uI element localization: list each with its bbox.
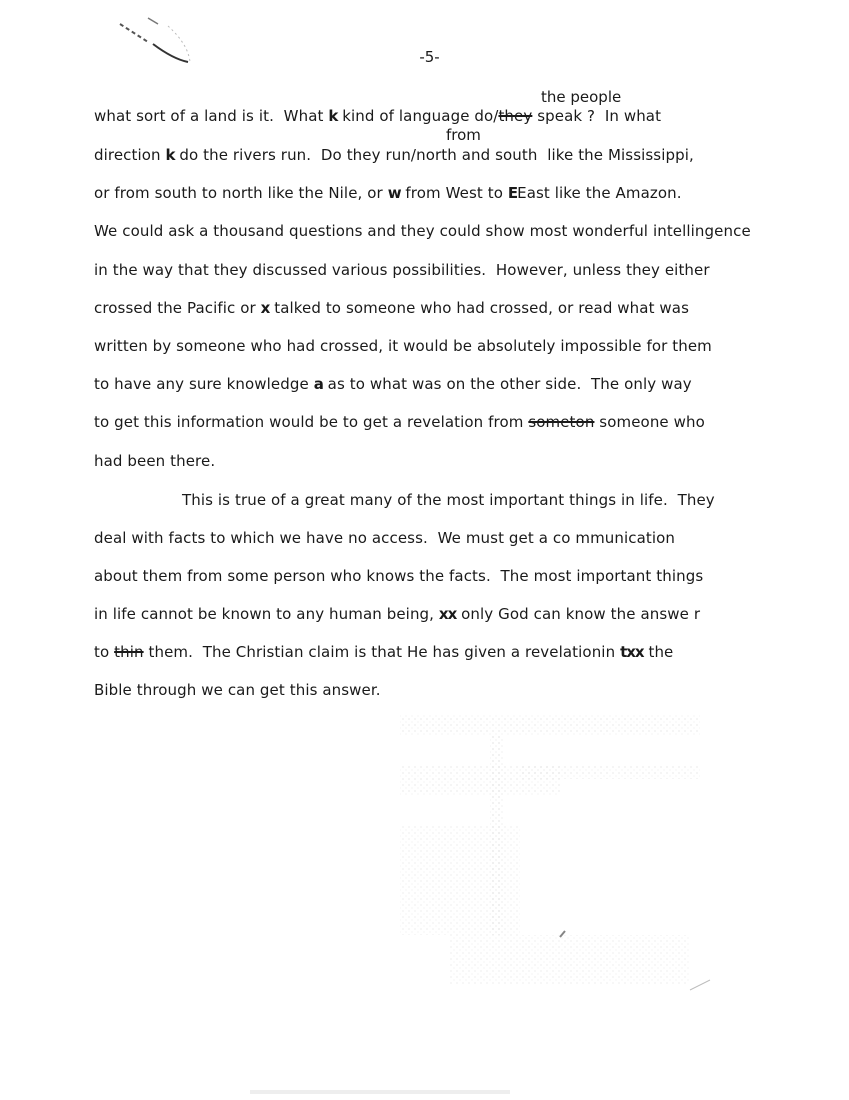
struck-word: thin (114, 643, 144, 661)
struck-word: someton (528, 413, 595, 431)
insertion-the-people: the people (541, 88, 622, 106)
typed-over-char: txx (620, 643, 644, 661)
insertion-from: from (446, 126, 481, 144)
insertion-caret: o/ (484, 107, 499, 125)
text-line-15: to thin them. The Christian claim is that He has given a revelationin txx the (94, 643, 674, 661)
typed-over-char: k (165, 146, 175, 164)
bleed-through-stain (390, 705, 730, 1005)
text-line-14: in life cannot be known to any human being, xx only God can know the answe r (94, 605, 701, 623)
insertion-caret: n/ (401, 146, 417, 164)
struck-word: they (498, 107, 533, 125)
typed-over-char: k (328, 107, 338, 125)
text-line-13: about them from some person who knows the facts. The most important things (94, 567, 704, 585)
text-line-2: direction k do the rivers run. Do they run/north and south like the Mississippi, (94, 146, 694, 164)
text-line-12: deal with facts to which we have no access. We must get a co mmunication (94, 529, 676, 547)
bottom-edge-mark (250, 1090, 510, 1094)
page-number: -5- (419, 48, 440, 66)
text-line-8: to have any sure knowledge a as to what was on the other side. The only way (94, 375, 692, 393)
typed-over-char: xx (438, 605, 457, 623)
text-line-7: written by someone who had crossed, it would be absolutely impossible for them (94, 337, 712, 355)
text-line-4: We could ask a thousand questions and they could show most wonderful intellingence (94, 222, 751, 240)
typed-over-char: w (387, 184, 401, 202)
text-line-9: to get this information would be to get a revelation from someton someone who (94, 413, 705, 431)
typed-over-char: E (507, 184, 518, 202)
text-line-11: This is true of a great many of the most important things in life. They (182, 491, 715, 509)
text-line-10: had been there. (94, 452, 216, 470)
typed-over-char: x (260, 299, 270, 317)
typed-over-char: a (313, 375, 323, 393)
text-line-6: crossed the Pacific or x talked to someone who had crossed, or read what was (94, 299, 689, 317)
text-line-16: Bible through we can get this answer. (94, 681, 381, 699)
text-line-1: what sort of a land is it. What k kind of language do/they speak ? In what (94, 107, 662, 125)
text-line-5: in the way that they discussed various possibilities. However, unless they either (94, 261, 710, 279)
text-line-3: or from south to north like the Nile, or w from West to EEast like the Amazon. (94, 184, 682, 202)
